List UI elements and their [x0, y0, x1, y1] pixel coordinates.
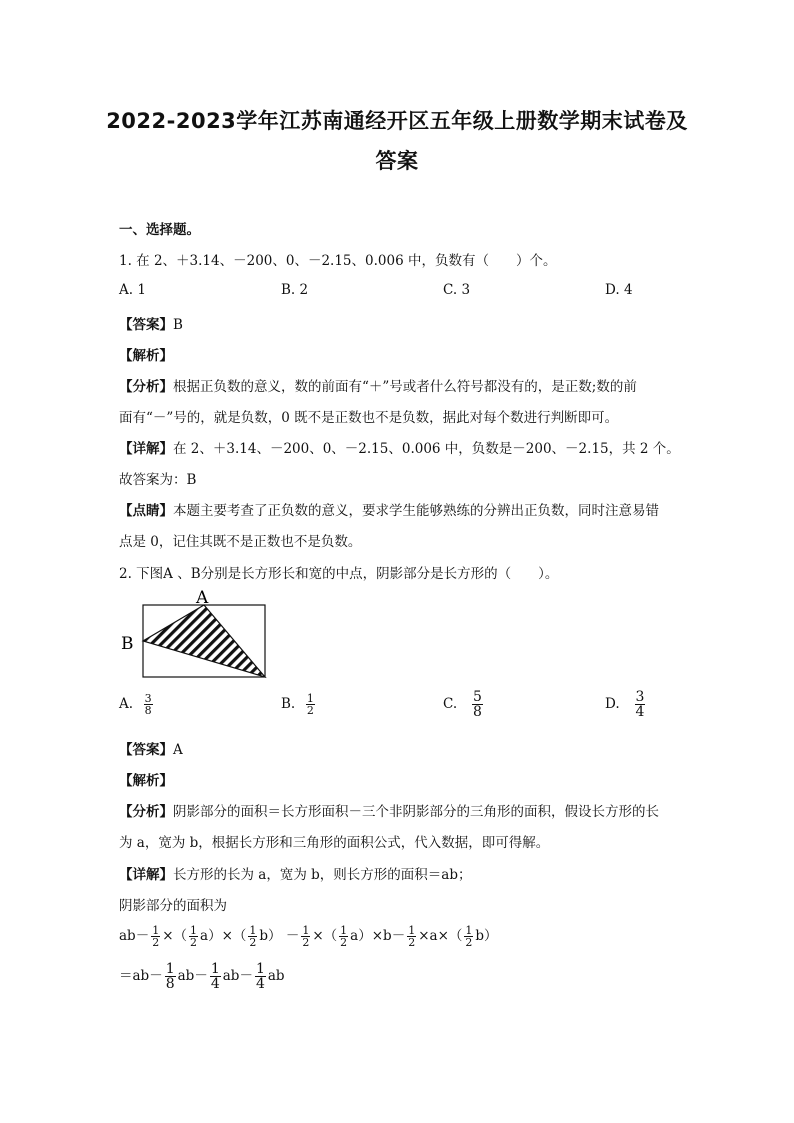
- q1-option-c: [443, 282, 470, 298]
- q2-option-c: [443, 690, 485, 719]
- option-value: 2: [299, 282, 309, 298]
- option-letter: C.: [443, 696, 458, 712]
- title-line-2: 答案: [375, 149, 419, 173]
- fraction: $\frac{3}{8}$: [144, 692, 152, 717]
- area-expression-2: ＝ab－ $\frac{1}{8}$ ab－ $\frac{1}{4}$ ab－ $\frac{1}{4}$ ab: [119, 961, 285, 992]
- option-letter: C.: [443, 282, 458, 298]
- option-letter: B.: [281, 282, 296, 298]
- xiangjie-text: 在 2、＋3.14、－200、0、－2.15、0.006 中，负数是－200、－2.15，共 2 个。: [173, 441, 680, 457]
- point-b-label: B: [121, 634, 134, 654]
- q1-answer: [119, 313, 183, 333]
- answer-tag: 【答案】: [119, 317, 173, 333]
- q2-answer: [119, 738, 183, 758]
- answer-tag: 【答案】: [119, 742, 173, 758]
- point-a-label: A: [196, 588, 209, 608]
- q1-fenxi-line-2: 面有“－”号的，就是负数，0 既不是正数也不是负数，据此对每个数进行判断即可。: [119, 410, 619, 426]
- q1-option-a: [119, 282, 146, 298]
- q1-final-answer: 故答案为：B: [119, 472, 197, 488]
- option-value: 4: [623, 282, 633, 298]
- rectangle-figure: [118, 586, 272, 682]
- section-heading: 一、选择题。: [119, 222, 200, 238]
- xiangjie-text: 长方形的长为 a，宽为 b，则长方形的面积＝ab；: [173, 867, 472, 883]
- q1-analysis-tag: 【解析】: [119, 348, 173, 364]
- q2-xiangjie: [119, 863, 471, 883]
- option-value: 1: [137, 282, 146, 298]
- dianjing-text: 本题主要考查了正负数的意义，要求学生能够熟练的分辨出正负数，同时注意易错: [173, 503, 659, 519]
- q1-option-d: [605, 282, 633, 298]
- option-letter: A.: [119, 696, 134, 712]
- q1-dianjing-line-1: [119, 499, 659, 519]
- q1-dianjing-line-2: 点是 0，记住其既不是正数也不是负数。: [119, 534, 362, 550]
- xiangjie-tag: 【详解】: [119, 867, 173, 883]
- fenxi-tag: 【分析】: [119, 804, 173, 820]
- answer-value: B: [173, 317, 183, 333]
- q2-option-a: [119, 693, 155, 716]
- q1-option-b: [281, 282, 308, 298]
- area-expression-1: ab－ $\frac{1}{2}$ ×（ $\frac{1}{2}$ a）×（ $\frac{1}{2}$ b） － $\frac{1}{2}$ ×（ $\frac{1}{2}$ a）×b－ $\frac{1}{2}$ ×a×（ $\frac{1}{2}$ b）: [119, 924, 498, 949]
- fraction: $\frac{3}{4}$: [635, 689, 645, 720]
- fenxi-text: 阴影部分的面积＝长方形面积－三个非阴影部分的三角形的面积，假设长方形的长: [173, 804, 659, 820]
- option-letter: B.: [281, 696, 296, 712]
- q2-option-b: [281, 693, 317, 716]
- fenxi-text: 根据正负数的意义，数的前面有“＋”号或者什么符号都没有的，是正数;数的前: [173, 379, 637, 395]
- fraction: $\frac{5}{8}$: [473, 689, 482, 720]
- option-letter: A.: [119, 282, 134, 298]
- answer-value: A: [173, 742, 183, 758]
- fraction: $\frac{1}{2}$: [306, 692, 314, 717]
- shaded-triangle: [143, 605, 265, 677]
- q2-fenxi-line-2: 为 a，宽为 b，根据长方形和三角形的面积公式，代入数据，即可得解。: [119, 835, 550, 851]
- q2-analysis-tag: 【解析】: [119, 773, 173, 789]
- title-line-1: 2022-2023学年江苏南通经开区五年级上册数学期末试卷及: [106, 109, 688, 133]
- dianjing-tag: 【点睛】: [119, 503, 173, 519]
- q1-stem: 1. 在 2、＋3.14、－200、0、－2.15、0.006 中，负数有（ ）个。: [119, 253, 557, 269]
- q2-option-d: [605, 690, 647, 719]
- q2-stem: 2. 下图A 、B分别是长方形长和宽的中点，阴影部分是长方形的（ ）。: [119, 566, 559, 582]
- q2-xiangjie-line-2: 阴影部分的面积为: [119, 898, 227, 914]
- option-letter: D.: [605, 696, 620, 712]
- q1-fenxi-line-1: [119, 375, 637, 395]
- option-letter: D.: [605, 282, 620, 298]
- q1-xiangjie: [119, 437, 680, 457]
- xiangjie-tag: 【详解】: [119, 441, 173, 457]
- option-value: 3: [461, 282, 471, 298]
- fenxi-tag: 【分析】: [119, 379, 173, 395]
- q2-fenxi-line-1: [119, 800, 659, 820]
